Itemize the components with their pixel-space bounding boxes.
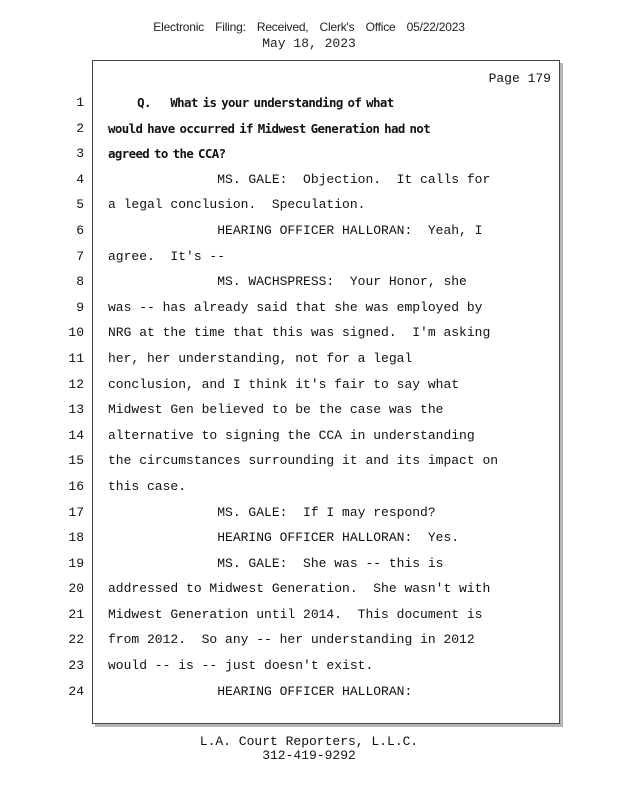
- transcript-line: Midwest Generation until 2014. This document is: [108, 606, 483, 622]
- line-number: 10: [68, 325, 84, 341]
- transcript-line: agree. It's --: [108, 248, 226, 264]
- line-number: 23: [68, 658, 84, 674]
- line-number: 17: [68, 504, 84, 520]
- transcript-line: Midwest Gen believed to be the case was the: [108, 402, 444, 418]
- line-number: 8: [76, 274, 84, 290]
- transcript-line: this case.: [108, 478, 187, 494]
- transcript-line: from 2012. So any -- her understanding in 2012: [108, 632, 475, 648]
- transcript-line: HEARING OFFICER HALLORAN: Yes.: [108, 530, 460, 546]
- transcript-line: MS. GALE: If I may respond?: [108, 504, 436, 520]
- transcript-line: the circumstances surrounding it and its impact on: [108, 453, 499, 469]
- filing-stamp: Electronic Filing: Received, Clerk's Office 05/22/2023: [153, 20, 465, 34]
- line-number: 11: [68, 350, 84, 366]
- transcript-line: her, her understanding, not for a legal: [108, 350, 413, 366]
- transcript-date: May 18, 2023: [262, 36, 356, 51]
- transcript-line: MS. GALE: She was -- this is: [108, 555, 444, 571]
- transcript-line: addressed to Midwest Generation. She wasn't with: [108, 581, 491, 597]
- line-number: 7: [76, 248, 84, 264]
- line-number: 9: [76, 299, 84, 315]
- line-number: 22: [68, 632, 84, 648]
- line-number: 1: [76, 95, 84, 110]
- transcript-line: was -- has already said that she was employed by: [108, 299, 483, 315]
- line-number: 4: [76, 171, 84, 187]
- line-number: 15: [68, 453, 84, 469]
- question-line: Q. What is your understanding of what: [108, 95, 394, 110]
- line-number-column: [56, 93, 84, 707]
- line-number: 6: [76, 222, 84, 238]
- question-line: would have occurred if Midwest Generation had not: [108, 120, 431, 136]
- transcript-line: a legal conclusion. Speculation.: [108, 197, 366, 213]
- transcript-line: HEARING OFFICER HALLORAN:: [108, 683, 413, 699]
- court-reporter-name: L.A. Court Reporters, L.L.C.: [199, 734, 419, 749]
- line-number: 20: [68, 581, 84, 597]
- transcript-line: HEARING OFFICER HALLORAN: Yeah, I: [108, 222, 483, 238]
- transcript-line: conclusion, and I think it's fair to say what: [108, 376, 460, 392]
- transcript-line: NRG at the time that this was signed. I'm asking: [108, 325, 491, 341]
- transcript-line: alternative to signing the CCA in understanding: [108, 427, 475, 443]
- line-number: 2: [76, 120, 84, 136]
- line-number: 5: [76, 197, 84, 213]
- court-reporter-phone: 312-419-9292: [262, 748, 356, 763]
- line-number: 13: [68, 402, 84, 418]
- line-number: 24: [68, 683, 84, 699]
- transcript-line: would -- is -- just doesn't exist.: [108, 658, 374, 674]
- line-number: 18: [68, 530, 84, 546]
- transcript-line: MS. WACHSPRESS: Your Honor, she: [108, 274, 467, 290]
- line-number: 14: [68, 427, 84, 443]
- page-number: Page 179: [488, 71, 551, 86]
- transcript-line: MS. GALE: Objection. It calls for: [108, 171, 491, 187]
- question-line: agreed to the CCA?: [108, 146, 226, 162]
- transcript-text: [108, 93, 548, 707]
- line-number: 21: [68, 606, 84, 622]
- line-number: 16: [68, 478, 84, 494]
- line-number: 19: [68, 555, 84, 571]
- line-number: 12: [68, 376, 84, 392]
- line-number: 3: [76, 146, 84, 162]
